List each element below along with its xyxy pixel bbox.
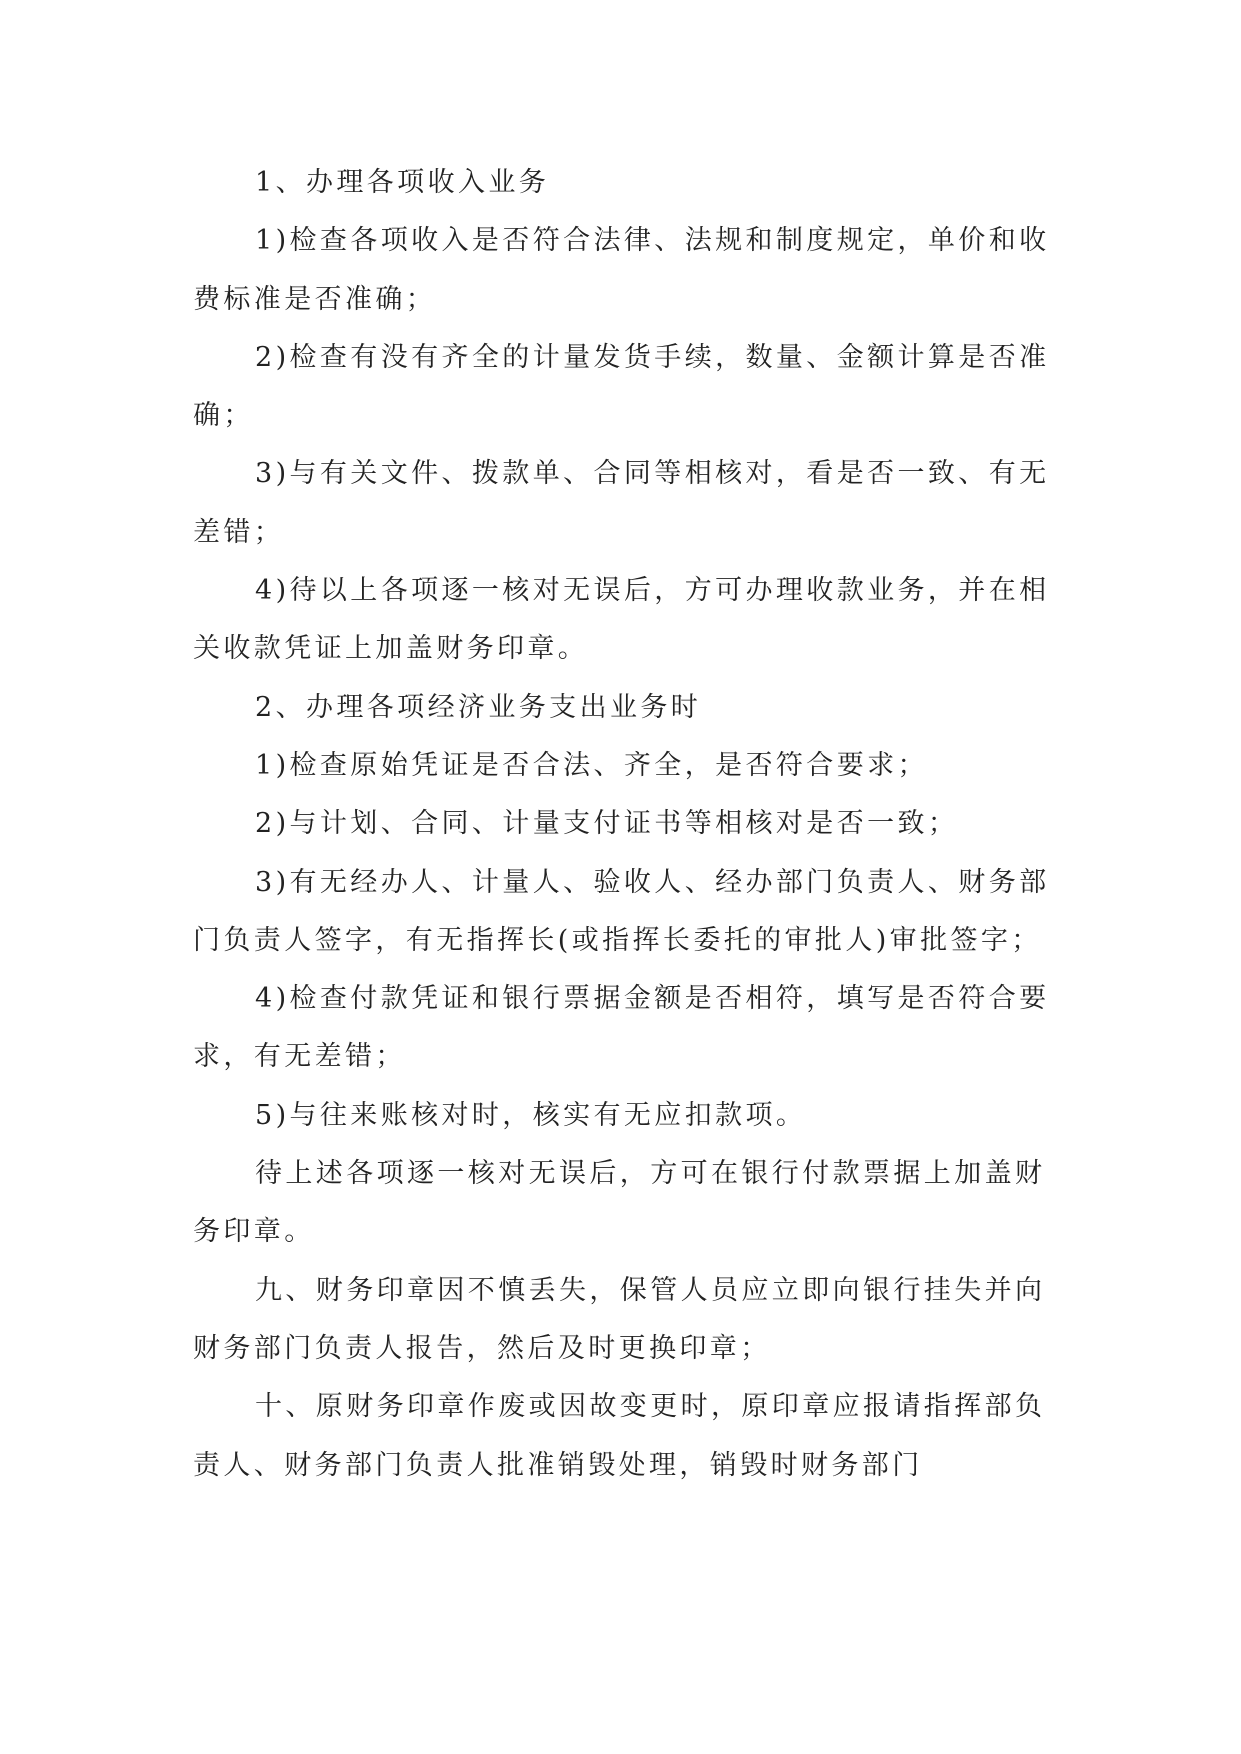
paragraph: 3)与有关文件、拨款单、合同等相核对，看是否一致、有无差错；: [193, 458, 1050, 548]
paragraph: 1、办理各项收入业务: [255, 167, 550, 198]
paragraph: 5)与往来账核对时，核实有无应扣款项。: [255, 1099, 807, 1131]
paragraph: 2)与计划、合同、计量支付证书等相核对是否一致；: [255, 808, 959, 840]
paragraph: 4)待以上各项逐一核对无误后，方可办理收款业务，并在相关收款凭证上加盖财务印章。: [193, 575, 1050, 665]
paragraph: 2、办理各项经济业务支出业务时: [255, 691, 702, 723]
paragraph: 1)检查原始凭证是否合法、齐全，是否符合要求；: [255, 749, 928, 781]
paragraph: 九、财务印章因不慎丢失，保管人员应立即向银行挂失并向财务部门负责人报告，然后及时更换印章；: [193, 1274, 1046, 1364]
paragraph: 待上述各项逐一核对无误后，方可在银行付款票据上加盖财务印章。: [193, 1158, 1046, 1248]
paragraph: 1)检查各项收入是否符合法律、法规和制度规定，单价和收费标准是否准确；: [193, 225, 1050, 315]
paragraph: 2)检查有没有齐全的计量发货手续，数量、金额计算是否准确；: [193, 341, 1050, 432]
paragraph: 十、原财务印章作废或因故变更时，原印章应报请指挥部负责人、财务部门负责人批准销毁处理，销毁时财务部门: [193, 1391, 1046, 1481]
document-body: [193, 154, 1055, 1495]
paragraph: 3)有无经办人、计量人、验收人、经办部门负责人、财务部门负责人签字，有无指挥长(或指挥长委托的审批人)审批签字；: [193, 866, 1050, 956]
paragraph: 4)检查付款凭证和银行票据金额是否相符，填写是否符合要求，有无差错；: [193, 983, 1050, 1073]
